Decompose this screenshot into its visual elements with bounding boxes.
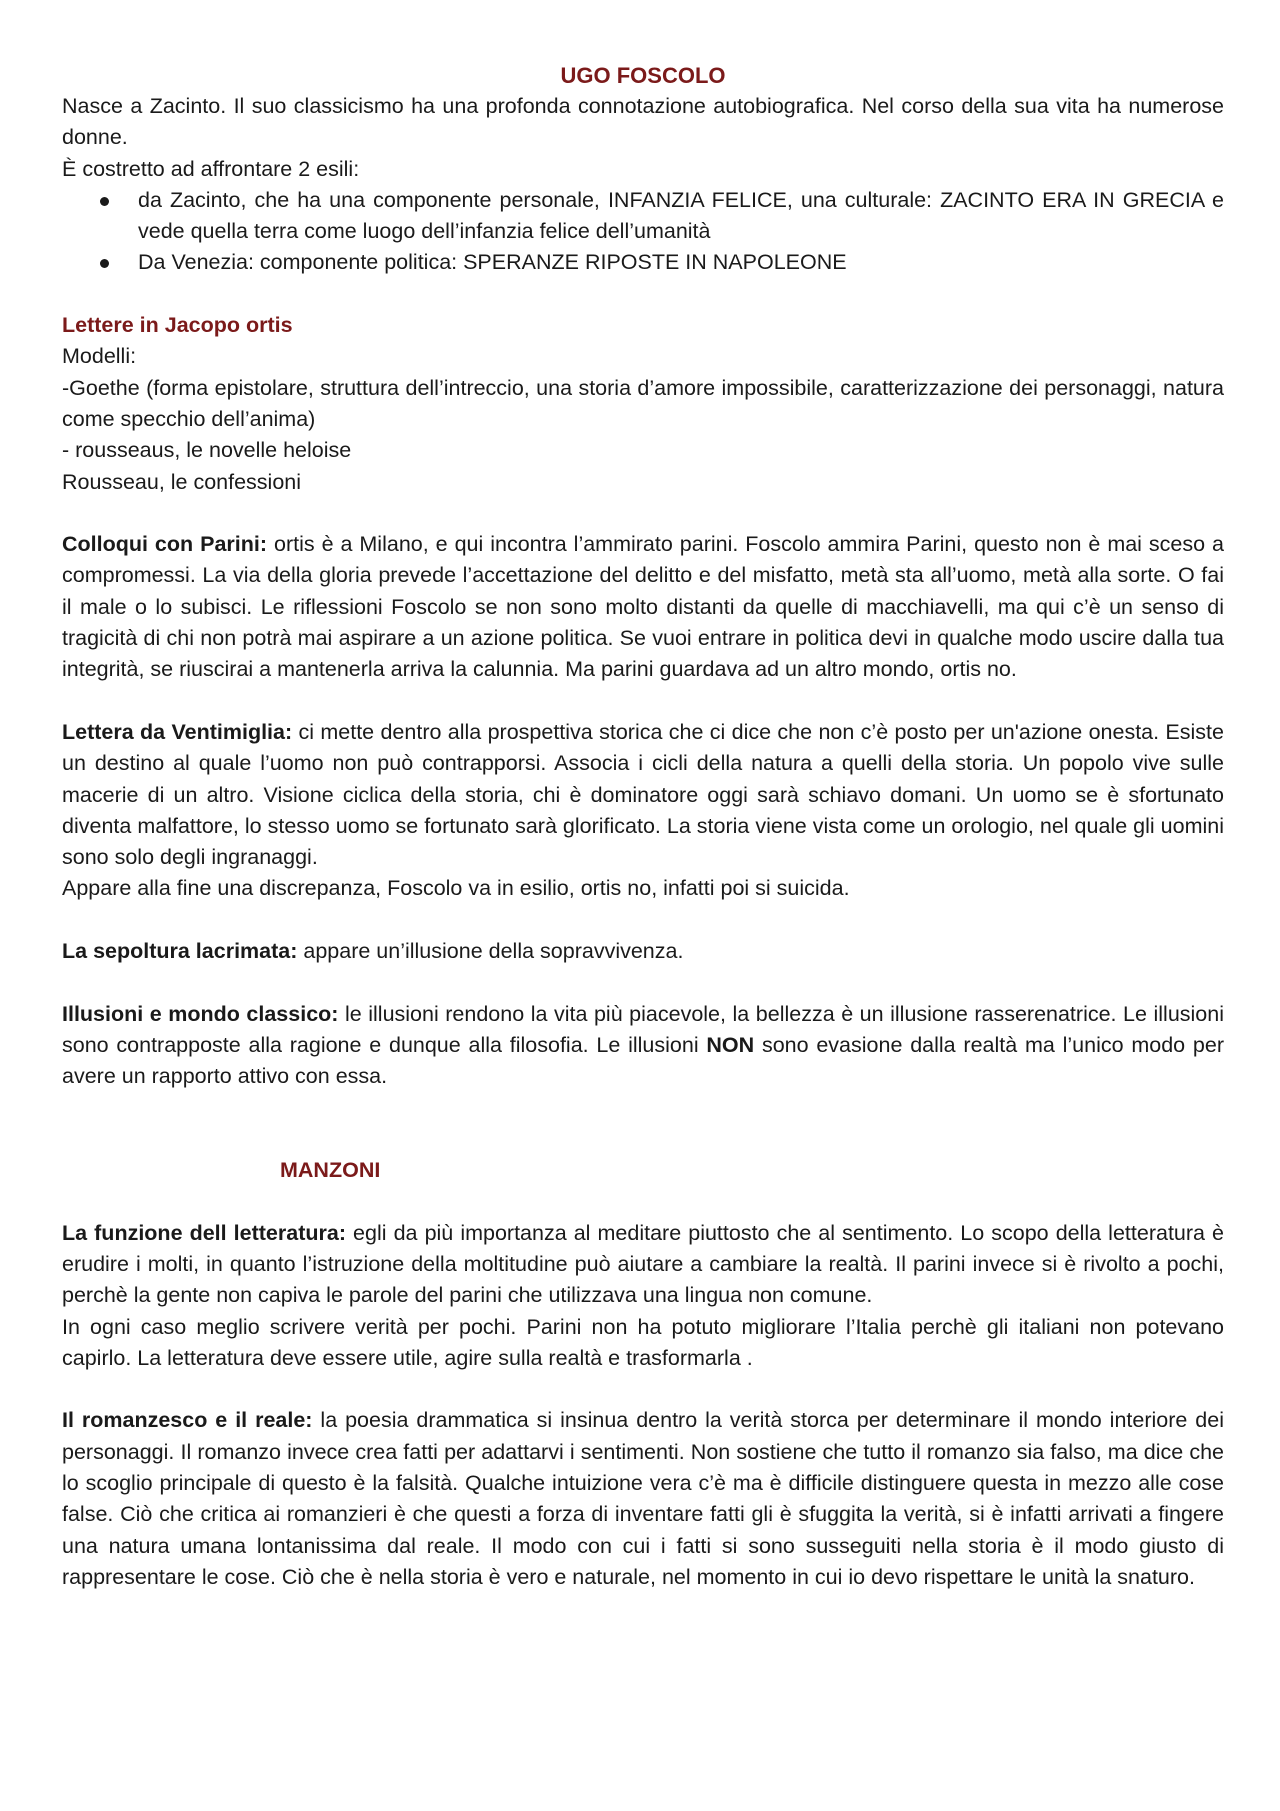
illusioni-text-b: sono evasione dalla realtà ma l’unico modo per avere un rapporto attivo con essa. xyxy=(62,1032,1224,1089)
funzione-paragraph-2: In ogni caso meglio scrivere verità per pochi. Parini non ha potuto migliorare l’Italia perchè gli italiani non potevano capirlo. La letteratura deve essere utile, agire sulla realtà e trasformarla . xyxy=(62,1314,1224,1370)
spacer xyxy=(62,905,1224,936)
exile-intro: È costretto ad affrontare 2 esili: xyxy=(62,156,360,181)
spacer xyxy=(62,967,1224,998)
colloqui-text: ortis è a Milano, e qui incontra l’ammirato parini. Foscolo ammira Parini, questo non è mai sceso a compromessi. La via della gloria prevede l’accettazione del delitto e del misfatto, metà sta all’uomo, metà alla sorte. O fai il male o lo subisci. Le riflessioni Foscolo se non sono molto distanti da quelle di macchiavelli, ma qui c’è un senso di tragicità di chi non potrà mai aspirare a un azione politica. Se vuoi entrare in politica devi in qualche modo uscire dalla tua integrità, se riuscirai a mantenerla arriva la calunnia. Ma parini guardava ad un altro mondo, ortis no. xyxy=(62,532,1224,682)
illusioni-text-a: le illusioni rendono la vita più piacevole, la bellezza è un illusione rasserenatrice. Le illusioni sono contrapposte alla ragione e dunque alla filosofia. Le illusioni xyxy=(62,1001,1225,1057)
list-item-text: da Zacinto, che ha una componente personale, INFANZIA FELICE, una culturale: ZACINTO ERA IN GRECIA e vede quella terra come luogo dell’infanzia felice dell’umanità xyxy=(138,187,1224,244)
illusioni-paragraph xyxy=(62,999,1224,1093)
romanzesco-text: la poesia drammatica si insinua dentro la verità storca per determinare il mondo interiore dei personaggi. Il romanzo invece crea fatti per adattarvi i sentimenti. Non sostiene che tutto il romanzo sia falso, ma dice che lo scoglio principale di questo è la falsità. Qualche intuizione vera c’è ma è difficile distinguere questa in mezzo alle cose false. Ciò che critica ai romanzieri è che questi a forza di inventare fatti gli è sfuggita la verità, si è infatti arrivati a fingere una natura umana lontanissima dal reale. Il modo con cui i fatti si sono susseguiti nella storia è il modo giusto di rappresentare le cose. Ciò che è nella storia è vero e naturale, nel momento in cui io devo rispettare le unità la snaturo. xyxy=(62,1408,1224,1589)
spacer xyxy=(62,1093,1224,1156)
spacer xyxy=(62,498,1224,529)
bullet-icon xyxy=(100,259,109,268)
document-page xyxy=(62,60,1224,1593)
manzoni-heading: MANZONI xyxy=(280,1158,381,1183)
colloqui-paragraph xyxy=(62,529,1224,685)
ventimiglia-conclusion: Appare alla fine una discrepanza, Foscolo va in esilio, ortis no, infatti poi si suicida. xyxy=(62,876,850,901)
page-title: UGO FOSCOLO xyxy=(560,63,726,88)
spacer xyxy=(62,279,1224,310)
intro-paragraph: Nasce a Zacinto. Il suo classicismo ha una profonda connotazione autobiografica. Nel corso della sua vita ha numerose donne. xyxy=(62,94,1224,150)
ortis-heading: Lettere in Jacopo ortis xyxy=(62,313,293,338)
exile-list xyxy=(62,185,1224,279)
funzione-text: egli da più importanza al meditare piuttosto che al sentimento. Lo scopo della letteratura è erudire i molti, in quanto l’istruzione della moltitudine può aiutare a cambiare la realtà. Il parini invece si è rivolto a pochi, perchè la gente non capiva le parole del parini che utilizzava una lingua non comune. xyxy=(62,1220,1225,1308)
colloqui-label: Colloqui con Parini: xyxy=(62,532,268,557)
spacer xyxy=(62,686,1224,717)
list-item-text: Da Venezia: componente politica: SPERANZE RIPOSTE IN NAPOLEONE xyxy=(138,250,847,275)
spacer xyxy=(62,1186,1224,1217)
list-item xyxy=(62,185,1224,248)
funzione-label: La funzione dell letteratura: xyxy=(62,1220,346,1245)
list-item xyxy=(62,247,1224,278)
funzione-paragraph xyxy=(62,1218,1224,1312)
illusioni-label: Illusioni e mondo classico: xyxy=(62,1001,339,1026)
ventimiglia-paragraph xyxy=(62,717,1224,873)
goethe-model: -Goethe (forma epistolare, struttura dell’intreccio, una storia d’amore impossibile, caratterizzazione dei personaggi, natura come specchio dell’anima) xyxy=(62,375,1224,431)
sepoltura-label: La sepoltura lacrimata: xyxy=(62,939,298,964)
models-label: Modelli: xyxy=(62,344,137,369)
ventimiglia-text: ci mette dentro alla prospettiva storica che ci dice che non c’è posto per un'azione onesta. Esiste un destino al quale l’uomo non può contrapporsi. Associa i cicli della natura a quelli della storia. Un popolo vive sulle macerie di un altro. Visione ciclica della storia, chi è dominatore oggi sarà schiavo domani. Un uomo se è sfortunato diventa malfattore, lo stesso uomo se fortunato sarà glorificato. La storia viene vista come un orologio, nel quale gli uomini sono solo degli ingranaggi. xyxy=(62,719,1224,870)
spacer xyxy=(62,1374,1224,1405)
ventimiglia-label: Lettera da Ventimiglia: xyxy=(62,719,293,744)
rousseau-model-1: - rousseaus, le novelle heloise xyxy=(62,438,352,463)
romanzesco-paragraph xyxy=(62,1405,1224,1593)
bullet-icon xyxy=(100,197,109,206)
romanzesco-label: Il romanzesco e il reale: xyxy=(62,1408,313,1433)
sepoltura-paragraph xyxy=(62,936,1224,967)
sepoltura-text: appare un’illusione della sopravvivenza. xyxy=(297,939,684,964)
illusioni-emphasis: NON xyxy=(706,1032,755,1057)
rousseau-model-2: Rousseau, le confessioni xyxy=(62,469,302,494)
